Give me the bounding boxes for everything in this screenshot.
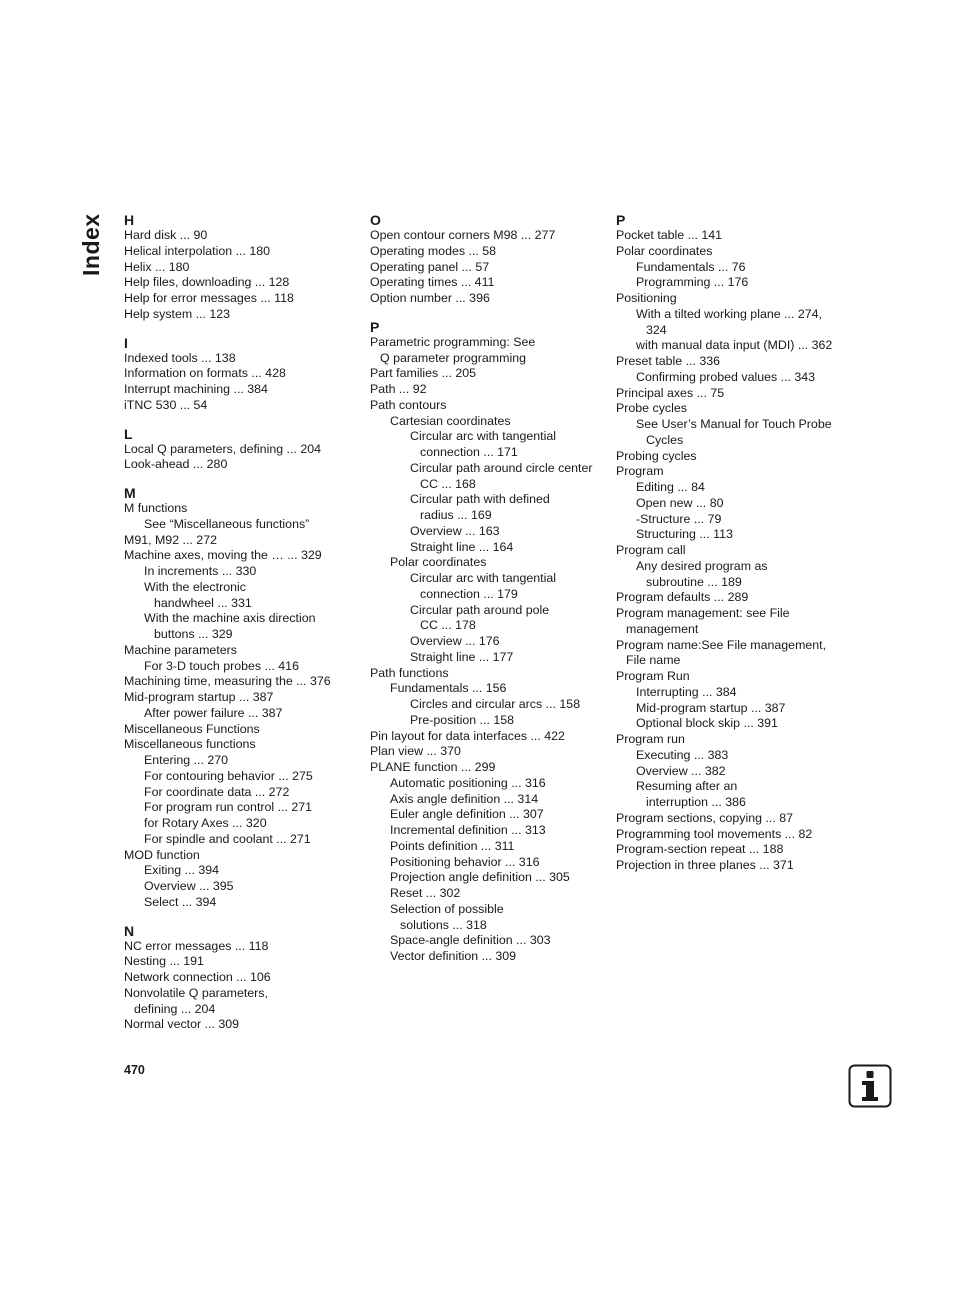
index-entry: Circular arc with tangential: [410, 571, 556, 585]
index-entry: Exiting ... 394: [144, 863, 220, 878]
index-entry: Axis angle definition ... 314: [390, 791, 539, 806]
index-entry: Optional block skip ... 391: [636, 716, 778, 731]
index-entry: Information on formats ... 428: [124, 366, 286, 381]
index-entry: Euler angle definition ... 307: [390, 807, 544, 822]
index-entry: Local Q parameters, defining ... 204: [124, 441, 321, 456]
index-entry: See User’s Manual for Touch Probe: [636, 417, 832, 431]
index-entry: Overview ... 163: [410, 523, 500, 538]
index-entry: Machine axes, moving the … ... 329: [124, 548, 322, 563]
section-letter: M: [124, 485, 136, 501]
index-entry: Polar coordinates: [616, 243, 713, 258]
index-entry: Machine parameters: [124, 642, 237, 657]
index-section: [124, 923, 360, 1034]
index-entry: For spindle and coolant ... 271: [144, 831, 311, 846]
index-entry: M91, M92 ... 272: [124, 532, 217, 547]
index-entry: Miscellaneous Functions: [124, 721, 260, 736]
index-entry: Space-angle definition ... 303: [390, 933, 551, 948]
index-section: [370, 319, 606, 965]
index-column-2: [370, 212, 606, 977]
index-entry: Normal vector ... 309: [124, 1017, 240, 1032]
index-entry: Nonvolatile Q parameters,: [124, 985, 268, 1000]
index-entry: MOD function: [124, 847, 200, 862]
index-entry: Programming tool movements ... 82: [616, 826, 813, 841]
index-entry-continuation: interruption ... 386: [646, 795, 746, 809]
index-entry: Executing ... 383: [636, 747, 729, 762]
index-entry: Pre-position ... 158: [410, 712, 515, 727]
index-section: [124, 335, 360, 414]
index-entry-continuation: CC ... 178: [420, 618, 476, 633]
index-entry: Entering ... 270: [144, 753, 229, 767]
index-entry: Program run: [616, 732, 685, 746]
section-letter: P: [370, 318, 380, 335]
index-entry: Program Run: [616, 669, 690, 683]
index-entry: Program management: see File: [616, 606, 790, 620]
index-entry: with manual data input (MDI) ... 362: [636, 338, 833, 353]
index-entry: Help for error messages ... 118: [124, 291, 294, 305]
index-entry: For program run control ... 271: [144, 800, 313, 815]
index-entry: Program: [616, 464, 664, 479]
index-entry-continuation: Cycles: [646, 432, 684, 447]
index-section: [370, 212, 606, 307]
index-entry: Network connection ... 106: [124, 970, 271, 984]
index-entry: Projection in three planes ... 371: [616, 858, 794, 872]
index-entry-continuation: CC ... 168: [420, 476, 476, 491]
index-entry-continuation: handwheel ... 331: [154, 595, 252, 610]
index-section: [616, 212, 852, 874]
index-entry: Help system ... 123: [124, 306, 231, 321]
index-entry: Positioning behavior ... 316: [390, 854, 540, 869]
index-entry: Programming ... 176: [636, 275, 749, 290]
index-entry: Part families ... 205: [370, 366, 477, 381]
index-entry: Operating times ... 411: [370, 275, 495, 290]
index-entry: Overview ... 176: [410, 634, 500, 648]
index-entry: Mid-program startup ... 387: [636, 700, 786, 715]
index-entry: Look-ahead ... 280: [124, 457, 228, 472]
index-entry: Circular path around pole: [410, 602, 550, 617]
index-entry: After power failure ... 387: [144, 705, 283, 720]
index-entry-continuation: buttons ... 329: [154, 627, 233, 641]
index-entry-continuation: File name: [626, 653, 681, 668]
index-entry: Nesting ... 191: [124, 954, 204, 969]
index-section: [124, 212, 360, 323]
index-entry: For coordinate data ... 272: [144, 784, 290, 799]
index-entry: Miscellaneous functions: [124, 737, 256, 752]
index-entry: In increments ... 330: [144, 564, 257, 578]
index-entry: Reset ... 302: [390, 886, 461, 900]
index-entry: Mid-program startup ... 387: [124, 690, 274, 704]
index-entry: Incremental definition ... 313: [390, 823, 546, 837]
index-entry: -Structure ... 79: [636, 511, 722, 526]
index-entry-continuation: solutions ... 318: [400, 917, 487, 932]
index-entry: Editing ... 84: [636, 480, 705, 494]
index-entry-continuation: subroutine ... 189: [646, 574, 742, 589]
index-entry: Probing cycles: [616, 448, 697, 463]
index-entry: Plan view ... 370: [370, 744, 461, 759]
index-entry: Cartesian coordinates: [390, 413, 511, 428]
index-entry-continuation: radius ... 169: [420, 508, 492, 522]
index-entry: iTNC 530 ... 54: [124, 397, 208, 412]
index-entry: Positioning: [616, 291, 677, 305]
page-number: 470: [124, 1063, 145, 1077]
index-entry: Help files, downloading ... 128: [124, 275, 290, 290]
index-entry: With the machine axis direction: [144, 611, 316, 626]
section-letter: P: [616, 212, 626, 228]
index-entry: Probe cycles: [616, 401, 687, 416]
index-entry: Fundamentals ... 156: [390, 681, 507, 696]
index-entry: Overview ... 395: [144, 879, 234, 893]
index-entry: Circular arc with tangential: [410, 429, 556, 444]
index-entry-continuation: 324: [646, 322, 667, 337]
index-entry: Projection angle definition ... 305: [390, 870, 570, 885]
index-entry: Path functions: [370, 665, 449, 680]
index-entry: Program call: [616, 543, 686, 557]
section-letter: N: [124, 922, 135, 939]
index-entry-continuation: defining ... 204: [134, 1001, 216, 1016]
index-entry: Operating modes ... 58: [370, 243, 497, 258]
index-entry: Structuring ... 113: [636, 527, 733, 542]
index-entry: Preset table ... 336: [616, 354, 721, 368]
index-entry: Indexed tools ... 138: [124, 350, 236, 365]
index-entry: for Rotary Axes ... 320: [144, 816, 267, 830]
index-entry: Confirming probed values ... 343: [636, 369, 816, 384]
index-entry-continuation: connection ... 171: [420, 445, 518, 459]
index-entry: Overview ... 382: [636, 763, 726, 778]
section-letter: I: [124, 334, 128, 351]
index-entry: Pin layout for data interfaces ... 422: [370, 728, 565, 743]
index-entry: For 3-D touch probes ... 416: [144, 658, 299, 673]
index-entry: Path ... 92: [370, 382, 427, 396]
index-entry-continuation: connection ... 179: [420, 586, 518, 601]
index-entry: Fundamentals ... 76: [636, 259, 746, 274]
index-entry: Circular path with defined: [410, 492, 550, 507]
index-entry: Program defaults ... 289: [616, 590, 749, 605]
index-entry: Interrupt machining ... 384: [124, 382, 268, 396]
index-entry: Circular path around circle center: [410, 460, 593, 475]
index-entry: Interrupting ... 384: [636, 684, 737, 699]
index-entry: Principal axes ... 75: [616, 385, 725, 400]
info-icon: [848, 1064, 892, 1108]
index-entry: With the electronic: [144, 579, 246, 594]
section-letter: H: [124, 212, 135, 228]
index-entry: Hard disk ... 90: [124, 228, 208, 242]
index-entry: Open contour corners M98 ... 277: [370, 228, 556, 242]
index-entry: Program sections, copying ... 87: [616, 810, 793, 825]
index-entry: Program name:See File management,: [616, 637, 827, 652]
index-entry: Polar coordinates: [390, 555, 487, 570]
index-entry: For contouring behavior ... 275: [144, 768, 313, 783]
index-entry-continuation: management: [626, 621, 699, 636]
index-entry: Option number ... 396: [370, 291, 490, 305]
index-entry: Helix ... 180: [124, 259, 190, 274]
index-entry: Path contours: [370, 397, 447, 412]
index-entry: Selection of possible: [390, 901, 504, 916]
index-entry: Machining time, measuring the ... 376: [124, 674, 331, 689]
index-entry: With a tilted working plane ... 274,: [636, 306, 822, 321]
index-entry: M functions: [124, 501, 188, 515]
index-entry: Straight line ... 164: [410, 539, 514, 554]
index-entry: PLANE function ... 299: [370, 760, 496, 774]
index-entry: Any desired program as: [636, 558, 768, 573]
index-entry: Straight line ... 177: [410, 649, 514, 664]
index-column-3: [616, 212, 852, 886]
index-entry: Vector definition ... 309: [390, 949, 517, 963]
index-entry: Open new ... 80: [636, 495, 724, 510]
index-entry: Pocket table ... 141: [616, 228, 723, 242]
index-entry: Parametric programming: See: [370, 334, 536, 349]
index-entry: Program-section repeat ... 188: [616, 842, 784, 857]
index-entry: Resuming after an: [636, 779, 738, 794]
index-section: [124, 485, 360, 911]
index-entry-continuation: Q parameter programming: [380, 350, 526, 365]
index-entry: NC error messages ... 118: [124, 938, 269, 953]
index-entry: Helical interpolation ... 180: [124, 243, 271, 258]
section-letter: O: [370, 212, 381, 228]
index-entry: Automatic positioning ... 316: [390, 775, 546, 790]
index-column-1: [124, 212, 360, 1045]
index-entry: Circles and circular arcs ... 158: [410, 697, 581, 711]
index-section: [124, 426, 360, 474]
section-letter: L: [124, 425, 133, 442]
index-entry: Select ... 394: [144, 894, 217, 909]
index-side-title: Index: [78, 213, 104, 276]
index-entry: See “Miscellaneous functions”: [144, 516, 310, 531]
index-entry: Points definition ... 311: [390, 838, 515, 853]
index-entry: Operating panel ... 57: [370, 259, 490, 274]
